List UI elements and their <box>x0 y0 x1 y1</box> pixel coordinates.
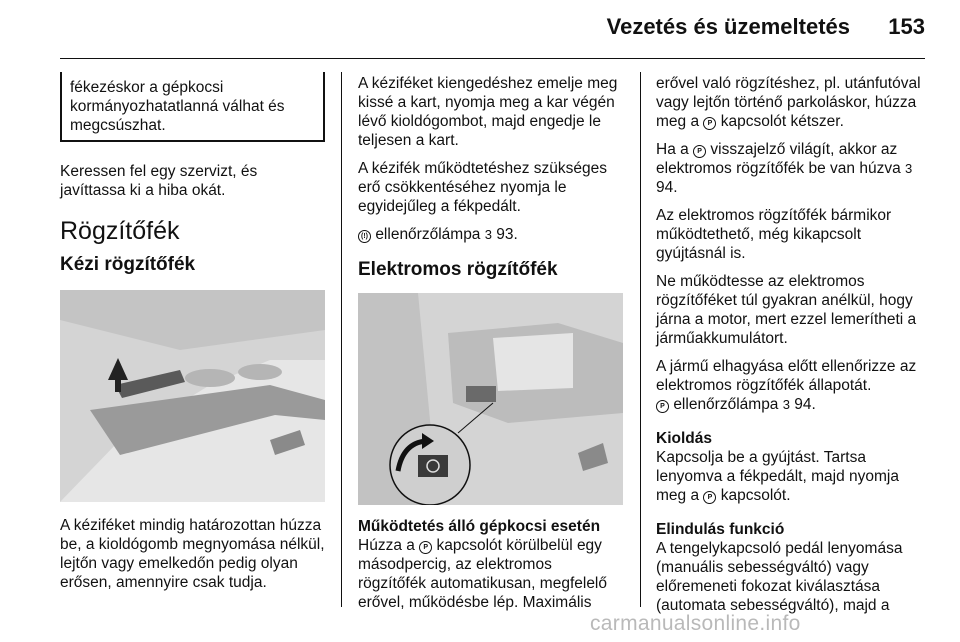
drive-away-heading: Elindulás funkció <box>656 521 785 538</box>
warning-lamp-reference: (!) ellenőrzőlámpa 3 93. <box>358 225 623 244</box>
warning-line: megcsúszhat. <box>70 117 166 134</box>
running-header-title: Vezetés és üzemeltetés <box>606 14 850 39</box>
parking-brake-icon: P <box>656 400 669 413</box>
release-paragraph: Kapcsolja be a gyújtást. Tartsa lenyomva a fékpedált, majd nyomja meg a P kapcsolót. <box>656 449 899 504</box>
service-text: Keressen fel egy szervizt, és javíttassa ki a hiba okát. <box>60 163 258 199</box>
battery-paragraph: Ne működtesse az elektromos rögzítőféket túl gyakran anélkül, hogy járna a motor, mert ezzel lemerítheti a járműakkumulátort. <box>656 273 917 347</box>
page-reference-arrow-icon: 3 <box>782 397 790 412</box>
parking-brake-icon: P <box>703 117 716 130</box>
handbrake-illustration <box>60 290 325 502</box>
section-heading: Elektromos rögzítőfék <box>358 259 558 280</box>
column-left <box>60 72 325 601</box>
leave-vehicle-paragraph: A jármű elhagyása előtt ellenőrizze az elektromos rögzítőfék állapotát. P ellenőrzőlámpa 3 94. <box>656 358 917 413</box>
page-number: 153 <box>888 14 925 39</box>
drive-away-paragraph: A tengelykapcsoló pedál lenyomása (manuális sebességváltó) vagy előremeneti fokozat kiválasztása (automata sebességváltó), majd a <box>656 540 903 614</box>
handbrake-paragraph: A kéziféket mindig határozottan húzza be, a kioldógomb megnyomása nélkül, lejtőn vagy emelkedőn pedig olyan erősen, amennyire csak tudja. <box>60 517 325 591</box>
page-reference-arrow-icon: 3 <box>484 227 492 242</box>
subsection-heading: Működtetés álló gépkocsi esetén <box>358 518 601 535</box>
anytime-paragraph: Az elektromos rögzítőfék bármikor működtethető, még kikapcsolt gyújtásnál is. <box>656 207 892 262</box>
release-paragraph: A kéziféket kiengedéshez emelje meg kissé a kart, nyomja meg a kar végén lévő kioldógombot, majd engedje le teljesen a kart. <box>358 75 618 149</box>
electric-parking-brake-illustration <box>358 293 623 505</box>
operation-paragraph: Húzza a P kapcsolót körülbelül egy másodpercig, az elektromos rögzítőfék automatikusan, megfelelő erővel, működésbe lép. Maximális <box>358 537 607 611</box>
parking-brake-icon: P <box>693 145 706 158</box>
parking-brake-icon: P <box>703 491 716 504</box>
parking-brake-icon: P <box>419 541 432 554</box>
column-divider <box>341 72 342 607</box>
warning-line: fékezéskor a gépkocsi <box>70 79 224 96</box>
double-pull-paragraph: erővel való rögzítéshez, pl. utánfutóval vagy lejtőn történő parkoláskor, húzza meg a P kapcsolót kétszer. <box>656 75 921 130</box>
indicator-paragraph: Ha a P visszajelző világít, akkor az elektromos rögzítőfék be van húzva 3 94. <box>656 141 913 196</box>
release-heading: Kioldás <box>656 430 712 447</box>
column-divider <box>640 72 641 607</box>
force-paragraph: A kézifék működtetéshez szükséges erő csökkentéséhez nyomja le egyidejűleg a fékpedált. <box>358 160 607 215</box>
header-rule <box>60 58 925 59</box>
warning-box <box>60 72 325 142</box>
warning-line: kormányozhatatlanná válhat és <box>70 98 285 115</box>
brake-warning-icon: (!) <box>358 230 371 243</box>
subsection-heading: Kézi rögzítőfék <box>60 254 196 275</box>
section-heading: Rögzítőfék <box>60 217 180 245</box>
column-middle <box>358 74 623 621</box>
watermark: carmanualsonline.info <box>590 612 801 635</box>
column-right <box>656 74 926 624</box>
page-reference-arrow-icon: 3 <box>905 161 913 176</box>
